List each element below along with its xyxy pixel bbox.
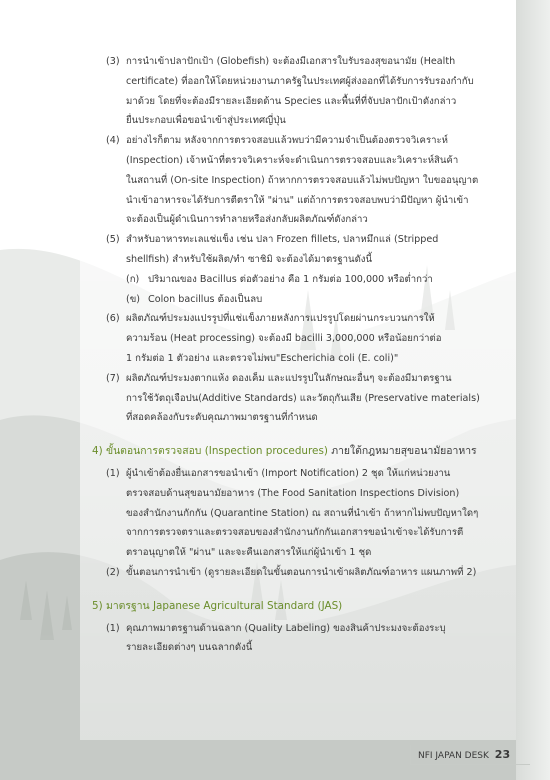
item-text-line: ในสถานที่ (On-site Inspection) ถ้าหากการตรวจสอบแล้วไม่พบปัญหา ใบขออนุญาต: [126, 174, 479, 186]
item-text-line: มาด้วย โดยที่จะต้องมีรายละเอียดด้าน Species และพื้นที่ที่จับปลาปักเป้าดังกล่าว: [126, 95, 457, 107]
item-text-line: ขั้นตอนการนำเข้า (ดูรายละเอียดในขั้นตอนการนำเข้าผลิตภัณฑ์อาหาร แผนภาพที่ 2): [126, 566, 477, 578]
item-text-line: ผลิตภัณฑ์ประมงแปรรูปที่แช่แข็งภายหลังการแปรรูปโดยผ่านกระบวนการให้: [126, 313, 435, 325]
item-number: (6): [106, 313, 120, 325]
sub-list-item: [92, 290, 512, 310]
footer-label: NFI JAPAN DESK: [418, 751, 489, 761]
item-text-line: certificate) ที่ออกให้โดยหน่วยงานภาครัฐในประเทศผู้ส่งออกที่ได้รับการรับรองกำกับ: [126, 75, 474, 87]
section-5-list: [92, 619, 512, 659]
item-text-line: สำหรับอาหารทะเลแช่แข็ง เช่น ปลา Frozen fillets, ปลาหมึกแล่ (Stripped: [126, 234, 439, 246]
section-3-list: [92, 52, 512, 428]
item-text-line: จากการตรวจตราและตรวจสอบของสำนักงานกักกันเอกสารขอนำเข้าจะได้รับการตี: [126, 527, 464, 539]
list-item: [92, 619, 512, 659]
item-text-line: ยื่นประกอบเพื่อขอนำเข้าสู่ประเทศญี่ปุ่น: [126, 115, 286, 127]
item-text-line: ตรวจสอบด้านสุขอนามัยอาหาร (The Food Sanitation Inspections Division): [126, 487, 460, 499]
sub-item-text: Colon bacillus ต้องเป็นลบ: [148, 293, 263, 305]
item-text-line: รายละเอียดต่างๆ บนฉลากดังนี้: [126, 642, 253, 654]
item-text-line: ผลิตภัณฑ์ประมงตากแห้ง ดองเค็ม และแปรรูปในลักษณะอื่นๆ จะต้องมีมาตรฐาน: [126, 372, 452, 384]
item-number: (5): [106, 234, 120, 246]
sub-item-number: (ข): [126, 293, 141, 305]
item-number: (3): [106, 56, 120, 67]
list-item: [92, 230, 512, 270]
item-number: (1): [106, 467, 120, 479]
item-number: (4): [106, 135, 120, 147]
sub-item-number: (ก): [126, 273, 140, 285]
item-number: (7): [106, 372, 120, 384]
item-text-line: shellfish) สำหรับใช้ผลิต/ทำ ซาชิมิ จะต้องได้มาตรฐานดังนี้: [126, 253, 373, 265]
item-text-line: การนำเข้าปลาปักเป้า (Globefish) จะต้องมีเอกสารใบรับรองสุขอนามัย (Health: [126, 56, 456, 67]
item-text-line: ตราอนุญาตให้ "ผ่าน" และจะคืนเอกสารให้แก่ผู้นำเข้า 1 ชุด: [126, 547, 372, 559]
main-content: [92, 52, 512, 658]
item-text-line: อย่างไรก็ตาม หลังจากการตรวจสอบแล้วพบว่ามีความจำเป็นต้องตรวจวิเคราะห์: [126, 135, 448, 147]
list-item: [92, 464, 512, 563]
section-4-heading-rest: ภายใต้กฎหมายสุขอนามัยอาหาร: [327, 445, 477, 458]
item-text-line: 1 กรัมต่อ 1 ตัวอย่าง และตรวจไม่พบ"Escherichia coli (E. coli)": [126, 352, 399, 364]
section-4-list: [92, 464, 512, 583]
page-footer: [418, 748, 528, 764]
sub-item-text: ปริมาณของ Bacillus ต่อตัวอย่าง คือ 1 กรัมต่อ 100,000 หรือต่ำกว่า: [148, 273, 433, 285]
item-text-line: ที่สอดคล้องกับระดับคุณภาพมาตรฐานที่กำหนด: [126, 412, 318, 424]
item-number: (2): [106, 566, 120, 578]
item-text-line: การใช้วัตถุเจือปน(Additive Standards) และวัตถุกันเสีย (Preservative materials): [126, 392, 480, 404]
item-text-line: ความร้อน (Heat processing) จะต้องมี bacilli 3,000,000 หรือน้อยกว่าต่อ: [126, 333, 442, 345]
list-item: [92, 131, 512, 230]
section-5-heading: [92, 597, 512, 617]
right-margin-band: [516, 0, 550, 780]
footer-divider-vertical: [410, 745, 411, 765]
item-text-line: ผู้นำเข้าต้องยื่นเอกสารขอนำเข้า (Import Notification) 2 ชุด ให้แก่หน่วยงาน: [126, 467, 451, 479]
sub-list-item: [92, 270, 512, 290]
item-text-line: จะต้องเป็นผู้ดำเนินการทำลายหรือส่งกลับผลิตภัณฑ์ดังกล่าว: [126, 214, 368, 226]
section-4-heading: [92, 442, 512, 462]
footer-divider: [410, 764, 530, 765]
list-item: [92, 309, 512, 368]
item-text-line: คุณภาพมาตรฐานด้านฉลาก (Quality Labeling) ของสินค้าประมงจะต้องระบุ: [126, 622, 446, 634]
list-item: [92, 52, 512, 131]
item-text-line: นำเข้าอาหารจะได้รับการตีตราให้ "ผ่าน" แต่ถ้าการตรวจสอบพบว่ามีปัญหา ผู้นำเข้า: [126, 194, 469, 206]
section-4-heading-text: 4) ขั้นตอนการตรวจสอบ (Inspection procedures): [92, 445, 328, 458]
page-number: 23: [494, 748, 511, 761]
item-text-line: (Inspection) เจ้าหน้าที่ตรวจวิเคราะห์จะดำเนินการตรวจสอบและวิเคราะห์สินค้า: [126, 154, 459, 166]
item-text-line: ของสำนักงานกักกัน (Quarantine Station) ณ สถานที่นำเข้า ถ้าหากไม่พบปัญหาใดๆ: [126, 507, 479, 519]
section-5-heading-text: 5) มาตรฐาน Japanese Agricultural Standard (JAS): [92, 599, 343, 612]
item-number: (1): [106, 622, 120, 634]
list-item: [92, 563, 512, 583]
list-item: [92, 369, 512, 428]
